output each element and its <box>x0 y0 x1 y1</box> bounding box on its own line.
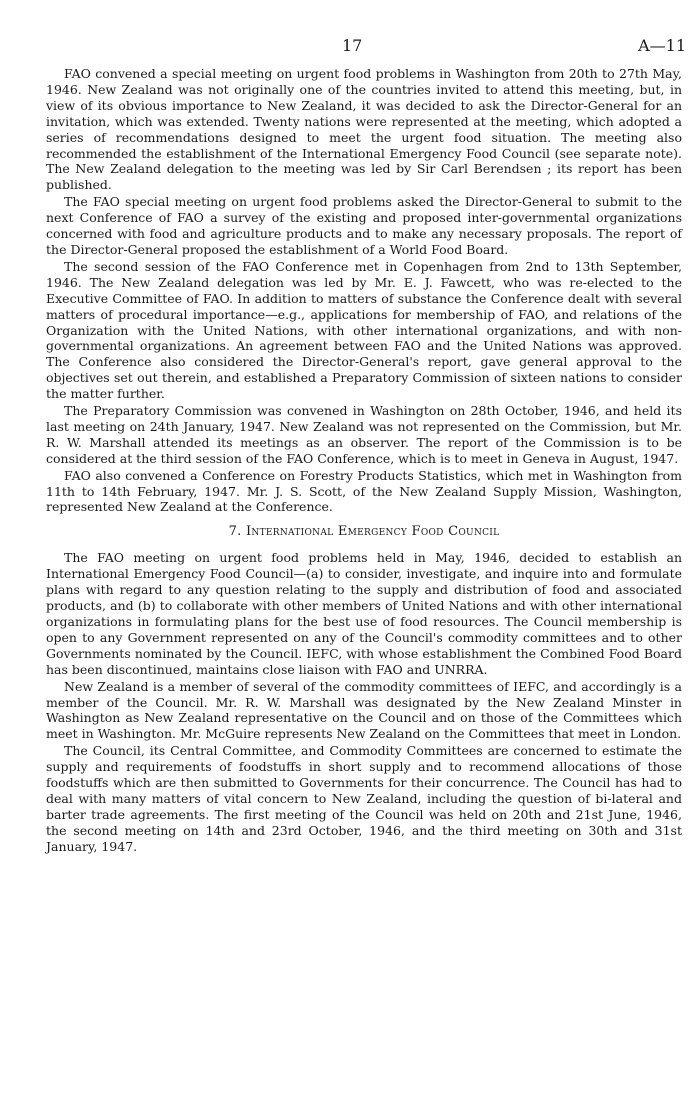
paragraph-copenhagen-conference: The second session of the FAO Conference met in Copenhagen from 2nd to 13th September, 1946. The New Zealand delegation was led by Mr. E. J. Fawcett, who was re-elected to the Executive Committee of FAO. In addition to matters of substance the Conference dealt with several matters of procedural importance—e.g., applications for membership of FAO, and relations of the Organization with the United Nations, with other international organizations, and with non-governmental organizations. An agreement between FAO and the United Nations was approved. The Conference also considered the Director-General's report, gave general approval to the objectives set out therein, and established a Preparatory Commission of sixteen nations to consider the matter further. <box>46 258 682 402</box>
paragraph-preparatory-commission: The Preparatory Commission was convened in Washington on 28th October, 1946, and held its last meeting on 24th January, 1947. New Zealand was not represented on the Commission, but Mr. R. W. Marshall attended its meetings as an observer. The report of the Commission is to be considered at the third session of the FAO Conference, which is to meet in Geneva in August, 1947. <box>46 403 682 466</box>
paragraph-director-general-survey: The FAO special meeting on urgent food problems asked the Director-General to submit to the next Conference of FAO a survey of the existing and proposed inter-governmental organizations concerned with food and agriculture products and to make any necessary proposals. The report of the Director-General proposed the establishment of a World Food Board. <box>46 194 682 257</box>
page-number: 17 <box>342 36 363 55</box>
page-header <box>0 36 700 56</box>
paragraph-fao-special-meeting: FAO convened a special meeting on urgent food problems in Washington from 20th to 27th May, 1946. New Zealand was not originally one of the countries invited to attend this meeting, but, in view of its obvious importance to New Zealand, it was decided to ask the Director-General for an invitation, which was extended. Twenty nations were represented at the meeting, which adopted a series of recommendations designed to meet the urgent food situation. The meeting also recommended the establishment of the International Emergency Food Council (see separate note). The New Zealand delegation to the meeting was led by Sir Carl Berendsen ; its report has been published. <box>46 66 682 193</box>
paragraph-nz-membership: New Zealand is a member of several of the commodity committees of IEFC, and accordingly is a member of the Council. Mr. R. W. Marshall was designated by the New Zealand Minster in Washington as New Zealand representative on the Council and on those of the Committees which meet in Washington. Mr. McGuire represents New Zealand on the Committees that meet in London. <box>46 678 682 742</box>
paragraph-council-functions: The Council, its Central Committee, and Commodity Committees are concerned to estimate the supply and requirements of foodstuffs in short supply and to recommend allocations of those foodstuffs which are then submitted to Governments for their concurrence. The Council has had to deal with many matters of vital concern to New Zealand, including the question of bi-lateral and barter trade agreements. The first meeting of the Council was held on 20th and 21st June, 1946, the second meeting on 14th and 23rd October, 1946, and the third meeting on 30th and 31st January, 1947. <box>46 743 682 854</box>
paragraph-forestry-statistics: FAO also convened a Conference on Forestry Products Statistics, which met in Washington from 11th to 14th February, 1947. Mr. J. S. Scott, of the New Zealand Supply Mission, Washington, represented New Zealand at the Conference. <box>46 467 682 515</box>
paragraph-iefc-establishment: The FAO meeting on urgent food problems held in May, 1946, decided to establish an International Emergency Food Council—(a) to consider, investigate, and inquire into and formulate plans with regard to any question relating to the supply and distribution of food and associated products, and (b) to collaborate with other members of United Nations and with other international organizations in formulating plans for the best use of food resources. The Council membership is open to any Government represented on any of the Council's commodity committees and to other Governments nominated by the Council. IEFC, with whose establishment the Combined Food Board has been discontinued, maintains close liaison with FAO and UNRRA. <box>46 550 682 677</box>
body-text <box>46 66 682 856</box>
section-heading: 7. International Emergency Food Council <box>228 524 500 540</box>
document-reference: A—11 <box>638 36 686 55</box>
